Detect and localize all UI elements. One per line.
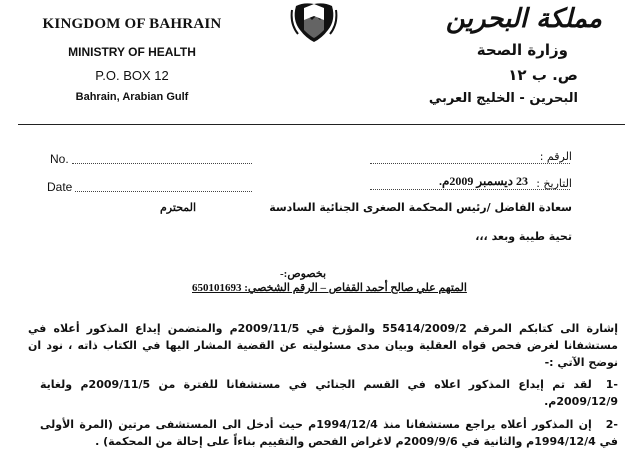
- letterhead-english-po-box: P.O. BOX 12: [95, 68, 169, 83]
- greeting: تحية طيبة وبعد ،،،: [475, 230, 572, 243]
- list-item-text: إن المذكور أعلاه يراجع مستشفانا منذ 1994/12/4م حيث أدخل الى المستشفى مرتين (المرة الأولى في 1994/12/4م والثانية في 2009/9/6م لاغراض الفحص والتقييم بناءاً على إحالة من المحكمة) .: [40, 418, 618, 448]
- date-line: [75, 191, 252, 192]
- list-item: [40, 376, 618, 410]
- letterhead-english-kingdom: KINGDOM OF BAHRAIN: [42, 16, 222, 32]
- list-item-text: لقد تم إيداع المذكور اعلاه في القسم الجنائي في مستشفانا للفترة من 2009/11/5م ولغاية 2009/12/9م.: [40, 378, 618, 408]
- letterhead-arabic-kingdom: مملكة البحرين: [445, 4, 602, 34]
- intro-paragraph: إشارة الى كتابكم المرقم 55414/2009/2 والمؤرخ في 2009/11/5م والمتضمن إيداع المذكور أعلاه في مستشفانا لغرض فحص قواه العقلية وبيان مدى مسئوليته عن القضية المشار اليها في الكتاب ذاته ، نود ان نوضح الآتي :-: [28, 322, 618, 369]
- letterhead-arabic-ministry: وزارة الصحة: [476, 41, 568, 59]
- arabic-date-label: التاريخ :: [536, 177, 572, 190]
- reference-number-line: [72, 163, 252, 164]
- header-divider: [18, 124, 625, 125]
- letterhead-english-location: Bahrain, Arabian Gulf: [75, 91, 189, 103]
- arabic-reference-label: الرقم :: [539, 150, 572, 163]
- letter-date: 23 ديسمبر 2009م.: [438, 174, 528, 188]
- list-item-number: -2: [605, 418, 618, 431]
- list-item-number: -1: [605, 378, 618, 391]
- subject-line: المتهم علي صالح أحمد القفاص – الرقم الشخصي: 650101693: [192, 282, 467, 294]
- addressee: سعادة الفاضل /رئيس المحكمة الصغرى الجنائية السادسة: [269, 201, 572, 214]
- honorific: المحترم: [160, 202, 197, 214]
- arabic-reference-line: [370, 163, 570, 164]
- date-label: Date: [47, 180, 73, 194]
- letterhead-english-ministry: MINISTRY OF HEALTH: [68, 45, 196, 59]
- letterhead-arabic-po-box: ص. ب ١٢: [508, 66, 578, 84]
- subject-label: بخصوص:-: [280, 268, 327, 280]
- reference-number-label: No.: [50, 152, 69, 166]
- arabic-date-line: [370, 189, 570, 190]
- list-item: [40, 416, 618, 450]
- letterhead-arabic-location: البحرين - الخليج العربي: [428, 91, 578, 106]
- bahrain-emblem-icon: [290, 0, 338, 44]
